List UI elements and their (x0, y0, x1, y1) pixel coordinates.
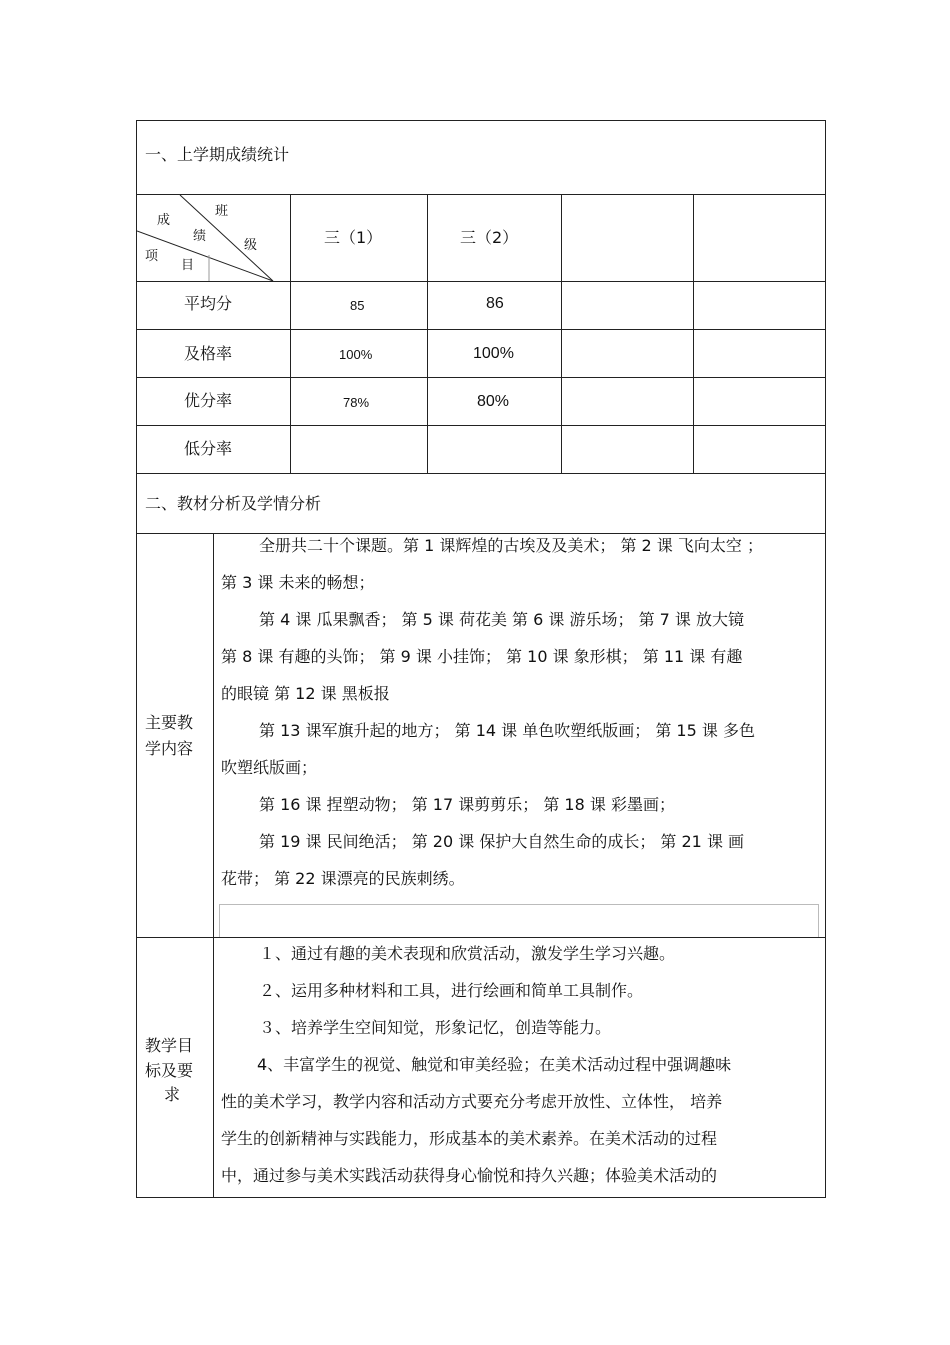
content-line: 花带； 第 22 课漂亮的民族刺绣。 (221, 869, 465, 888)
header-mu: 目 (181, 258, 195, 273)
excellent-rate-class-2: 80% (477, 393, 510, 410)
pass-rate-class-1: 100% (339, 347, 373, 362)
column-divider (693, 194, 694, 474)
empty-sub-cell (219, 904, 819, 937)
content-label-line1: 主要教 (145, 713, 194, 732)
section-1-title: 一、上学期成绩统计 (145, 145, 290, 164)
column-divider (561, 194, 562, 474)
goal-line: 学生的创新精神与实践能力，形成基本的美术素养。在美术活动的过程 (221, 1129, 718, 1148)
content-line: 第 3 课 未来的畅想； (221, 573, 375, 592)
header-ji2: 绩 (193, 229, 207, 244)
row-divider (136, 377, 826, 378)
content-line: 吹塑纸版画； (221, 758, 318, 777)
average-class-2: 86 (486, 295, 504, 312)
goal-line: 4、丰富学生的视觉、触觉和审美经验；在美术活动过程中强调趣味 (257, 1055, 732, 1074)
content-line: 第 8 课 有趣的头饰； 第 9 课 小挂饰； 第 10 课 象形棋； 第 11 课 有趣 (221, 647, 743, 666)
row-divider (136, 473, 826, 474)
row-divider (136, 329, 826, 330)
pass-rate-class-2: 100% (473, 345, 514, 362)
row-label-average: 平均分 (184, 294, 233, 313)
content-line: 第 4 课 瓜果飘香； 第 5 课 荷花美 第 6 课 游乐场； 第 7 课 放大镜 (259, 610, 745, 629)
class-header-1: 三（1） (324, 228, 383, 247)
header-ban: 班 (215, 204, 229, 219)
diagonal-header-lines (137, 195, 290, 281)
goal-line: １、通过有趣的美术表现和欣赏活动，激发学生学习兴趣。 (259, 944, 676, 963)
goal-line: ２、运用多种材料和工具，进行绘画和简单工具制作。 (259, 981, 644, 1000)
content-line: 第 19 课 民间绝活； 第 20 课 保护大自然生命的成长； 第 21 课 画 (259, 832, 745, 851)
excellent-rate-class-1: 78% (343, 395, 370, 410)
goal-line: ３、培养学生空间知觉，形象记忆，创造等能力。 (259, 1018, 612, 1037)
class-header-2: 三（2） (460, 228, 519, 247)
column-divider (290, 194, 291, 474)
content-label-line2: 学内容 (145, 739, 194, 758)
column-divider (427, 194, 428, 474)
header-cheng: 成 (157, 213, 171, 228)
goals-label-line1: 教学目 (145, 1036, 194, 1055)
teaching-goals (221, 935, 811, 1194)
content-line: 的眼镜 第 12 课 黑板报 (221, 684, 390, 703)
content-line: 第 13 课军旗升起的地方； 第 14 课 单色吹塑纸版画； 第 15 课 多色 (259, 721, 755, 740)
header-ji: 级 (244, 238, 258, 253)
row-divider (136, 281, 826, 282)
goal-line: 中，通过参与美术实践活动获得身心愉悦和持久兴趣；体验美术活动的 (221, 1166, 718, 1185)
content-line: 第 16 课 捏塑动物； 第 17 课剪剪乐； 第 18 课 彩墨画； (259, 795, 675, 814)
goals-label-line3: 求 (164, 1085, 181, 1104)
goals-label-line2: 标及要 (145, 1061, 194, 1080)
header-xiang: 项 (145, 249, 159, 264)
row-label-low-rate: 低分率 (184, 439, 233, 458)
row-label-pass-rate: 及格率 (184, 344, 233, 363)
column-divider (213, 533, 214, 1198)
row-label-excellent-rate: 优分率 (184, 391, 233, 410)
goal-line: 性的美术学习，教学内容和活动方式要充分考虑开放性、立体性， 培养 (221, 1092, 723, 1111)
row-divider (136, 425, 826, 426)
average-class-1: 85 (350, 298, 365, 313)
teaching-content (221, 527, 817, 897)
content-line: 全册共二十个课题。第 1 课辉煌的古埃及及美术； 第 2 课 飞向太空 ； (259, 536, 763, 555)
section-2-title: 二、教材分析及学情分析 (145, 494, 322, 513)
